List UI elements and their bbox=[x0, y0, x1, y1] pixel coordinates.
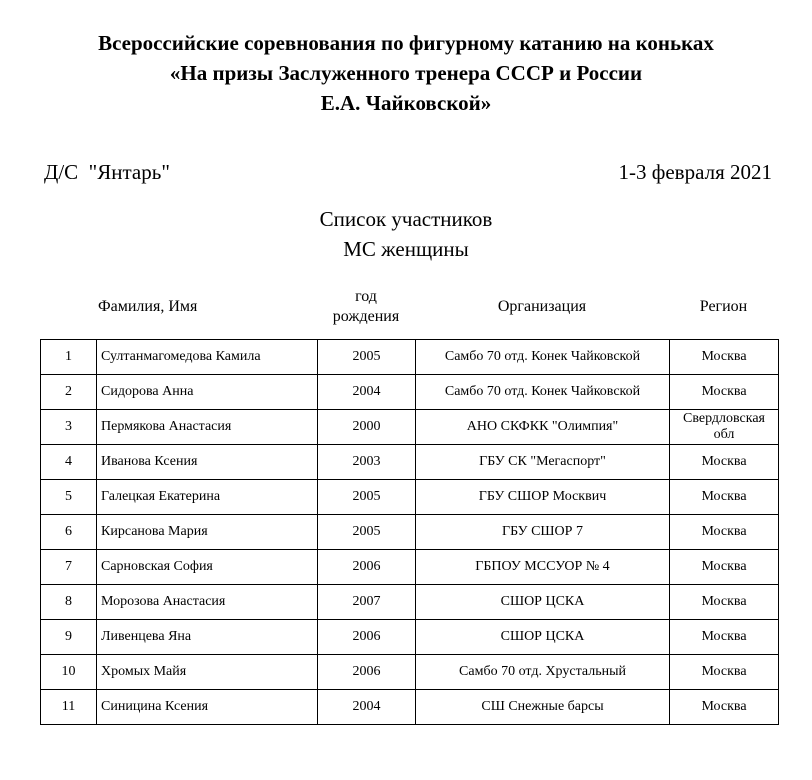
birth-year: 2005 bbox=[318, 480, 416, 515]
row-number: 9 bbox=[41, 620, 97, 655]
region: Москва bbox=[670, 550, 779, 585]
participants-table-body bbox=[41, 340, 779, 725]
organization: ГБУ СК "Мегаспорт" bbox=[416, 445, 670, 480]
row-number: 7 bbox=[41, 550, 97, 585]
row-number: 5 bbox=[41, 480, 97, 515]
row-number: 10 bbox=[41, 655, 97, 690]
organization: ГБУ СШОР 7 bbox=[416, 515, 670, 550]
region: Москва bbox=[670, 375, 779, 410]
table-row bbox=[41, 550, 779, 585]
table-row bbox=[41, 620, 779, 655]
organization: СШ Снежные барсы bbox=[416, 690, 670, 725]
birth-year: 2005 bbox=[318, 515, 416, 550]
table-row bbox=[41, 655, 779, 690]
region: Москва bbox=[670, 620, 779, 655]
list-title: Список участников bbox=[319, 207, 493, 231]
list-heading bbox=[0, 204, 812, 264]
participant-name: Сидорова Анна bbox=[97, 375, 318, 410]
organization: Самбо 70 отд. Конек Чайковской bbox=[416, 340, 670, 375]
participant-name: Хромых Майя bbox=[97, 655, 318, 690]
region: Москва bbox=[670, 340, 779, 375]
column-header-year bbox=[317, 282, 415, 332]
participant-name: Синицина Ксения bbox=[97, 690, 318, 725]
document-title bbox=[0, 28, 812, 118]
column-headers bbox=[40, 282, 778, 332]
table-row bbox=[41, 410, 779, 445]
organization: ГБУ СШОР Москвич bbox=[416, 480, 670, 515]
birth-year: 2006 bbox=[318, 655, 416, 690]
row-number: 6 bbox=[41, 515, 97, 550]
table-row bbox=[41, 480, 779, 515]
table-row bbox=[41, 445, 779, 480]
table-row bbox=[41, 340, 779, 375]
region: Москва bbox=[670, 655, 779, 690]
table-row bbox=[41, 515, 779, 550]
row-number: 1 bbox=[41, 340, 97, 375]
participant-name: Иванова Ксения bbox=[97, 445, 318, 480]
participant-name: Кирсанова Мария bbox=[97, 515, 318, 550]
venue: Д/С "Янтарь" bbox=[44, 160, 170, 184]
birth-year: 2004 bbox=[318, 690, 416, 725]
category-title: МС женщины bbox=[343, 237, 469, 261]
participant-name: Пермякова Анастасия bbox=[97, 410, 318, 445]
region: Москва bbox=[670, 480, 779, 515]
table-row bbox=[41, 690, 779, 725]
organization: ГБПОУ МССУОР № 4 bbox=[416, 550, 670, 585]
organization: СШОР ЦСКА bbox=[416, 585, 670, 620]
organization: АНО СКФКК "Олимпия" bbox=[416, 410, 670, 445]
column-header-year-line1: год bbox=[355, 288, 377, 305]
column-header-name: Фамилия, Имя bbox=[98, 298, 198, 315]
table-row bbox=[41, 375, 779, 410]
region: Москва bbox=[670, 690, 779, 725]
title-line-1: Всероссийские соревнования по фигурному катанию на коньках bbox=[98, 31, 714, 55]
row-number: 11 bbox=[41, 690, 97, 725]
participant-name: Галецкая Екатерина bbox=[97, 480, 318, 515]
table-row bbox=[41, 585, 779, 620]
birth-year: 2007 bbox=[318, 585, 416, 620]
birth-year: 2005 bbox=[318, 340, 416, 375]
birth-year: 2006 bbox=[318, 620, 416, 655]
region: Москва bbox=[670, 445, 779, 480]
event-dates: 1-3 февраля 2021 bbox=[618, 160, 772, 184]
row-number: 8 bbox=[41, 585, 97, 620]
organization: Самбо 70 отд. Хрустальный bbox=[416, 655, 670, 690]
participant-name: Сарновская София bbox=[97, 550, 318, 585]
row-number: 3 bbox=[41, 410, 97, 445]
row-number: 4 bbox=[41, 445, 97, 480]
birth-year: 2003 bbox=[318, 445, 416, 480]
region: Москва bbox=[670, 515, 779, 550]
region: Свердловская обл bbox=[670, 410, 779, 445]
birth-year: 2004 bbox=[318, 375, 416, 410]
participant-name: Султанмагомедова Камила bbox=[97, 340, 318, 375]
birth-year: 2000 bbox=[318, 410, 416, 445]
participant-name: Ливенцева Яна bbox=[97, 620, 318, 655]
participants-table bbox=[40, 339, 779, 725]
region: Москва bbox=[670, 585, 779, 620]
organization: СШОР ЦСКА bbox=[416, 620, 670, 655]
column-header-year-line2: рождения bbox=[332, 308, 400, 325]
row-number: 2 bbox=[41, 375, 97, 410]
birth-year: 2006 bbox=[318, 550, 416, 585]
column-header-region: Регион bbox=[699, 298, 748, 315]
title-line-2: «На призы Заслуженного тренера СССР и России bbox=[169, 61, 643, 85]
column-header-organization: Организация bbox=[497, 298, 587, 315]
organization: Самбо 70 отд. Конек Чайковской bbox=[416, 375, 670, 410]
title-line-3: Е.А. Чайковской» bbox=[320, 91, 492, 115]
participant-name: Морозова Анастасия bbox=[97, 585, 318, 620]
